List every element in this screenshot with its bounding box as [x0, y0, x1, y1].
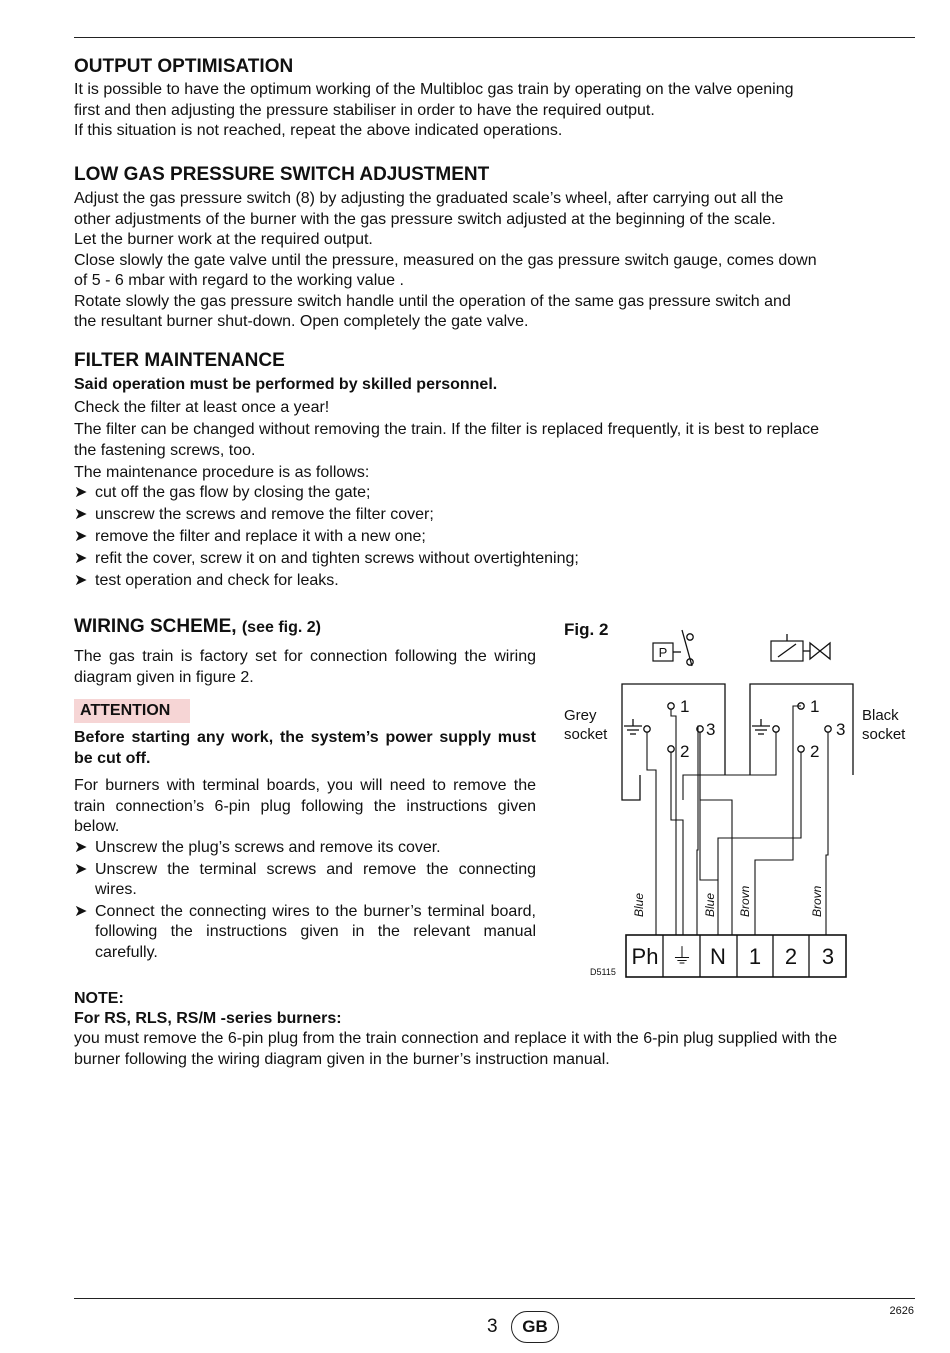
wiring-steps-list: [74, 838, 536, 964]
terminal-label: 1: [748, 944, 762, 969]
arrow-bullet-icon: ➤: [74, 572, 88, 589]
arrow-bullet-icon: ➤: [74, 528, 88, 545]
text-line: Check the filter at least once a year!: [74, 399, 330, 416]
wiring-heading-ref: (see fig. 2): [241, 619, 321, 636]
attention-badge: [74, 699, 190, 723]
pin-label: 1: [680, 697, 690, 716]
wire-label: Blue: [703, 892, 717, 917]
step-text: refit the cover, screw it on and tighten screws without overtightening;: [95, 550, 579, 567]
socket-label-line: Black: [862, 707, 899, 724]
list-item: [74, 902, 536, 964]
pressure-switch-icon: [653, 630, 693, 666]
text-line: Close slowly the gate valve until the pressure, measured on the gas pressure switch gauge, comes down: [74, 251, 817, 269]
top-rule: [74, 37, 915, 38]
arrow-bullet-icon: ➤: [74, 550, 88, 567]
wiring-para: For burners with terminal boards, you will need to remove the train connection’s 6-pin plug following the instructions given below.: [74, 777, 536, 835]
text-line: the resultant burner shut-down. Open completely the gate valve.: [74, 313, 529, 330]
output-optimisation-text: [74, 80, 915, 142]
list-item: [74, 526, 579, 548]
low-gas-heading: LOW GAS PRESSURE SWITCH ADJUSTMENT: [74, 164, 490, 185]
text-line: you must remove the 6-pin plug from the train connection and replace it with the 6-pin plug supplied with the: [74, 1030, 838, 1047]
terminal-label: 2: [784, 944, 798, 969]
step-text: cut off the gas flow by closing the gate;: [95, 484, 371, 501]
wire-label: Blue: [632, 892, 646, 917]
figure-code: D5115: [590, 967, 616, 977]
language-badge: GB: [511, 1311, 559, 1343]
arrow-bullet-icon: ➤: [74, 839, 88, 856]
text-line: The filter can be changed without removing the train. If the filter is replaced frequently, it is best to replace: [74, 421, 819, 438]
filter-heading: FILTER MAINTENANCE: [74, 350, 285, 371]
output-optimisation-heading: OUTPUT OPTIMISATION: [74, 56, 294, 77]
step-text: remove the filter and replace it with a new one;: [95, 528, 426, 545]
pin-label: 2: [810, 742, 820, 761]
wire-label: Brovn: [738, 885, 752, 917]
wiring-warning: Before starting any work, the system’s power supply must be cut off.: [74, 729, 536, 767]
filter-text: [74, 397, 915, 483]
low-gas-text: [74, 189, 915, 333]
list-item: [74, 570, 579, 592]
wiring-diagram: [560, 620, 860, 985]
pin-label: 3: [836, 720, 846, 739]
text-line: Rotate slowly the gas pressure switch handle until the operation of the same gas pressure switch and: [74, 292, 791, 310]
step-text: Connect the connecting wires to the burner’s terminal board, following the instructions given in the relevant manual carefully.: [95, 902, 536, 961]
note-title: NOTE:: [74, 990, 124, 1007]
terminal-label: ⏚: [670, 944, 694, 969]
switch-symbol-text: P: [658, 645, 668, 660]
text-line: If this situation is not reached, repeat the above indicated operations.: [74, 122, 563, 139]
pin-label: 1: [810, 697, 820, 716]
filter-steps-list: [74, 482, 579, 592]
wiring-intro: The gas train is factory set for connection following the wiring diagram given in figure 2.: [74, 648, 536, 686]
figure-label: Fig. 2: [564, 620, 609, 639]
wiring-heading-title: WIRING SCHEME,: [74, 616, 237, 637]
black-socket-label: [862, 706, 905, 744]
step-text: Unscrew the plug’s screws and remove its cover.: [95, 839, 441, 856]
arrow-bullet-icon: ➤: [74, 860, 88, 878]
terminal-label: N: [710, 944, 726, 969]
terminal-label: 3: [821, 944, 835, 969]
step-text: unscrew the screws and remove the filter cover;: [95, 506, 434, 523]
terminal-label: Ph: [631, 944, 659, 969]
solenoid-valve-icon: [771, 634, 830, 661]
grey-socket-pins: [624, 697, 715, 761]
arrow-bullet-icon: ➤: [74, 902, 88, 920]
text-line: The maintenance procedure is as follows:: [74, 464, 370, 481]
filter-warning: Said operation must be performed by skilled personnel.: [74, 376, 498, 393]
step-text: test operation and check for leaks.: [95, 572, 339, 589]
ground-pin-icon: [624, 719, 642, 734]
socket-label-line: socket: [564, 726, 608, 743]
note-subtitle: For RS, RLS, RS/M -series burners:: [74, 1010, 342, 1027]
wiring-heading: [74, 616, 321, 638]
step-text: Unscrew the terminal screws and remove the connecting wires.: [95, 860, 536, 898]
wire-label: Brovn: [810, 885, 824, 917]
list-item: [74, 838, 536, 859]
text-line: other adjustments of the burner with the gas pressure switch adjusted at the beginning of the scale.: [74, 210, 776, 228]
pin-label: 3: [706, 720, 716, 739]
ground-pin-icon: [752, 719, 770, 734]
socket-label-line: socket: [862, 726, 906, 743]
text-line: burner following the wiring diagram given in the burner’s instruction manual.: [74, 1050, 610, 1068]
black-socket-pins: [752, 697, 845, 761]
text-line: Adjust the gas pressure switch (8) by adjusting the graduated scale’s wheel, after carrying out all the: [74, 190, 784, 207]
text-line: first and then adjusting the pressure stabiliser in order to have the required output.: [74, 101, 655, 119]
list-item: [74, 482, 579, 504]
list-item: [74, 504, 579, 526]
text-line: Let the burner work at the required output.: [74, 231, 373, 248]
terminal-block: [626, 935, 846, 977]
attention-label: ATTENTION: [80, 702, 171, 719]
arrow-bullet-icon: ➤: [74, 506, 88, 523]
page-number: 3: [487, 1316, 498, 1337]
arrow-bullet-icon: ➤: [74, 484, 88, 501]
list-item: [74, 548, 579, 570]
grey-socket-outline: [622, 684, 725, 800]
text-line: It is possible to have the optimum working of the Multibloc gas train by operating on the valve opening: [74, 81, 794, 98]
text-line: of 5 - 6 mbar with regard to the working value .: [74, 272, 404, 289]
pin-label: 2: [680, 742, 690, 761]
list-item: [74, 860, 536, 901]
document-code: 2626: [889, 1305, 914, 1317]
note-text: [74, 1029, 915, 1070]
bottom-rule: [74, 1298, 915, 1299]
text-line: the fastening screws, too.: [74, 442, 256, 459]
socket-label-line: Grey: [564, 707, 597, 724]
